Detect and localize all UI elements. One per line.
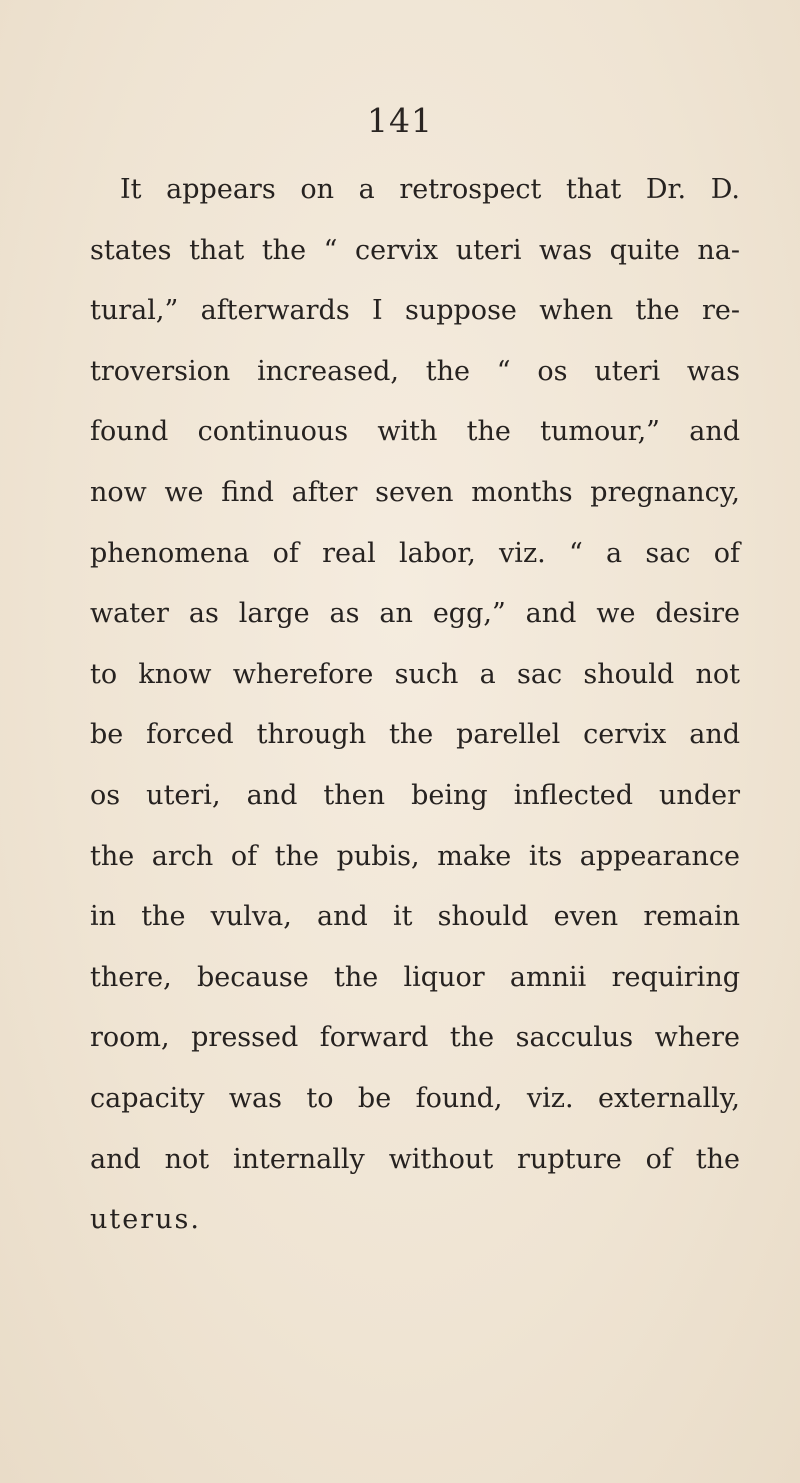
text-line: and not internally without rupture of the	[90, 1143, 740, 1175]
text-line: phenomena of real labor, viz. “ a sac of	[90, 537, 740, 569]
text-line: the arch of the pubis, make its appearance	[90, 840, 740, 872]
text-line: It appears on a retrospect that Dr. D.	[120, 174, 740, 205]
page-number: 141	[367, 101, 433, 140]
text-line: uterus.	[90, 1204, 201, 1236]
text-line: in the vulva, and it should even remain	[90, 901, 740, 933]
text-line: found continuous with the tumour,” and	[90, 416, 740, 448]
text-line: os uteri, and then being inflected under	[90, 779, 740, 811]
text-line: to know wherefore such a sac should not	[90, 658, 740, 690]
text-line: there, because the liquor amnii requiring	[90, 961, 740, 993]
text-line: room, pressed forward the sacculus where	[90, 1022, 740, 1054]
body-text	[90, 160, 740, 1251]
text-line: capacity was to be found, viz. externally,	[90, 1082, 740, 1114]
text-line: troversion increased, the “ os uteri was	[90, 355, 740, 387]
text-line: tural,” afterwards I suppose when the re-	[90, 295, 740, 327]
text-line: now we find after seven months pregnancy,	[90, 476, 740, 508]
text-line: water as large as an egg,” and we desire	[90, 598, 740, 630]
text-line: states that the “ cervix uteri was quite na-	[90, 234, 740, 266]
text-line: be forced through the parellel cervix and	[90, 719, 740, 751]
